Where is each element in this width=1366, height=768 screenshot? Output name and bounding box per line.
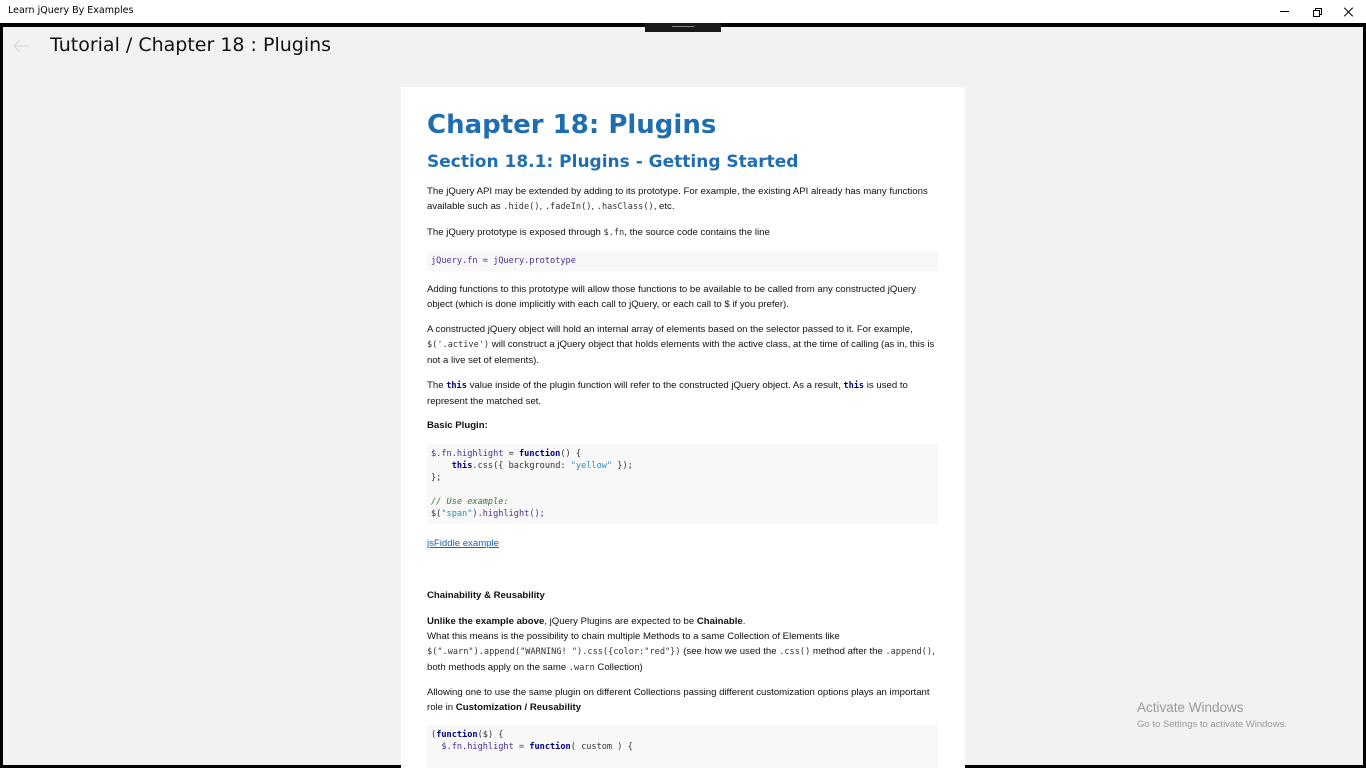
section-heading: Section 18.1: Plugins - Getting Started: [427, 152, 799, 172]
paragraph-constructed-object: A constructed jQuery object will hold an internal array of elements based on the selector passed to it. For example, $('.active') will construct a jQuery object that holds elements with the active class, at the time of calling (as in, this is not a live set of elements).: [427, 324, 935, 366]
close-button[interactable]: [1333, 0, 1365, 23]
back-button[interactable]: [11, 37, 31, 55]
restore-button[interactable]: [1301, 0, 1333, 23]
paragraph-this-value: The this value inside of the plugin function will refer to the constructed jQuery object. As a result, this is used to represent the matched set.: [427, 380, 908, 407]
restore-icon: [1313, 8, 1321, 16]
chainability-heading: Chainability & Reusability: [427, 590, 545, 601]
jsfiddle-link[interactable]: jsFiddle example: [427, 538, 499, 549]
minimize-icon: [1280, 11, 1289, 12]
drag-handle[interactable]: [645, 23, 721, 32]
page-title: Tutorial / Chapter 18 : Plugins: [50, 34, 332, 56]
close-icon: [1344, 7, 1354, 17]
paragraph-adding-functions: Adding functions to this prototype will allow those functions to be available to be called from any constructed jQuery object (which is done implicitly with each call to jQuery, or each call to $ if you prefer).: [427, 284, 917, 310]
app-title: Learn jQuery By Examples: [8, 5, 134, 16]
title-bar: [0, 0, 1366, 23]
activate-windows-subtitle: Go to Settings to activate Windows.: [1137, 719, 1287, 730]
code-block-basic-plugin[interactable]: $.fn.highlight = function() { this.css({ background: "yellow" }); }; // Use example: $("span").highlight();: [427, 444, 938, 524]
paragraph-reusability: Allowing one to use the same plugin on different Collections passing different customization options plays an important role in Customization / Reusability: [427, 687, 930, 713]
minimize-button[interactable]: [1268, 0, 1300, 23]
basic-plugin-label: Basic Plugin:: [427, 420, 488, 431]
chapter-heading: Chapter 18: Plugins: [427, 110, 717, 140]
window-frame-left: [0, 23, 3, 768]
content-panel[interactable]: [401, 87, 965, 768]
code-block-custom-plugin[interactable]: (function($) { $.fn.highlight = function( custom ) {: [427, 725, 938, 768]
back-arrow-icon: [11, 37, 31, 55]
paragraph-chainable: Unlike the example above, jQuery Plugins are expected to be Chainable. What this means is the possibility to chain multiple Methods to a same Collection of Elements like $(".warn").append("WARNING! ").css({color:"red"}) (see how we used the .css() method after the .append(), both methods apply on the same .warn Collection): [427, 616, 935, 673]
code-block-prototype[interactable]: jQuery.fn = jQuery.prototype: [427, 251, 938, 271]
paragraph-fn: The jQuery prototype is exposed through $.fn, the source code contains the line: [427, 227, 770, 238]
activate-windows-title: Activate Windows: [1137, 700, 1244, 715]
paragraph-prototype: The jQuery API may be extended by adding to its prototype. For example, the existing API already has many functions available such as .hide(), .fadeIn(), .hasClass(), etc.: [427, 186, 928, 212]
